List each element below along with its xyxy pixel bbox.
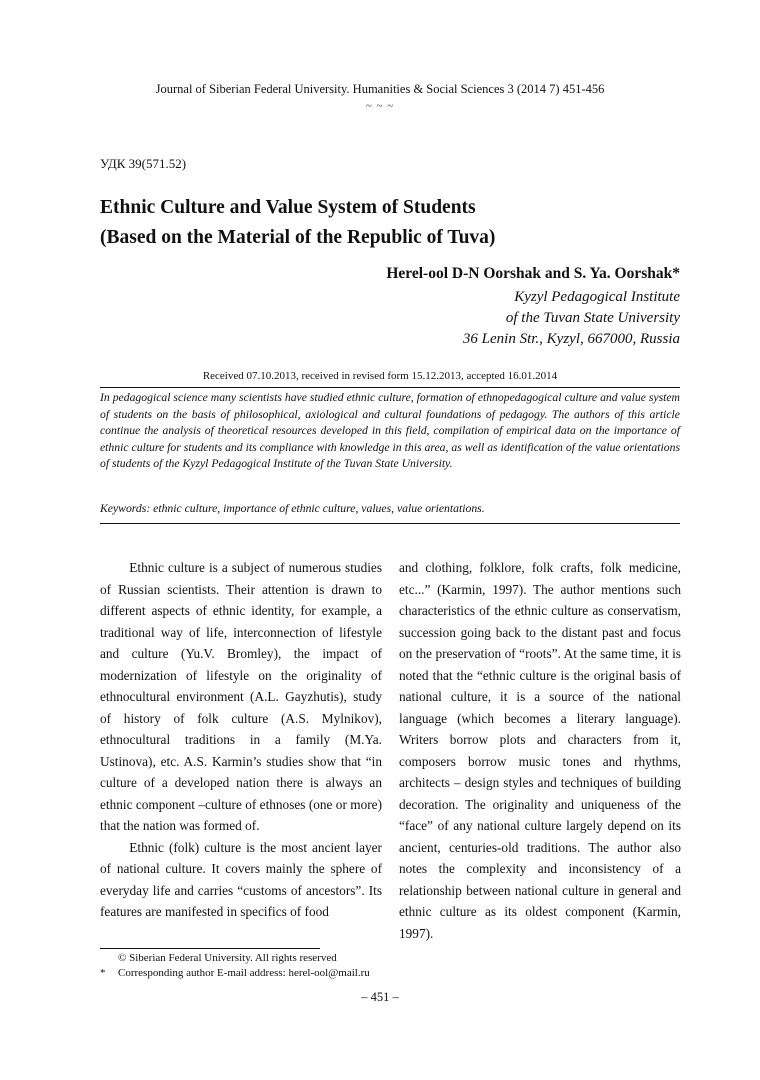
affiliation-line-1: Kyzyl Pedagogical Institute xyxy=(514,289,680,305)
asterisk-mark: * xyxy=(100,967,106,979)
footnote-rule xyxy=(100,948,320,949)
journal-header: Journal of Siberian Federal University. Humanities & Social Sciences 3 (2014 7) 451-456 xyxy=(155,82,605,96)
footnote-corresponding xyxy=(100,967,370,979)
title-line-2: (Based on the Material of the Republic of Tuva) xyxy=(100,227,496,248)
abstract-bottom-rule xyxy=(100,523,680,524)
affiliation-line-2: of the Tuvan State University xyxy=(505,310,680,326)
abstract: In pedagogical science many scientists have studied ethnic culture, formation of ethnopedagogical culture and value system of students on the basis of philosophical, axiological and cultural foundations of pedagogy. The authors of this article continue the analysis of theoretical resources developed in this field, compilation of empirical data on the importance of ethnic culture for students and its compliance with knowledge in this area, as well as identification of the value orientations of students of the Kyzyl Pedagogical Institute of the Tuvan State University. xyxy=(100,391,680,470)
body-column-right xyxy=(399,557,681,944)
header-separator: ~ ~ ~ xyxy=(365,100,395,112)
footnote-copyright xyxy=(100,952,337,964)
title-line-1: Ethnic Culture and Value System of Students xyxy=(100,197,476,218)
page-number: – 451 – xyxy=(361,990,399,1004)
body-column-left xyxy=(100,557,382,923)
authors: Herel-ool D-N Oorshak and S. Ya. Oorshak* xyxy=(386,265,680,282)
paragraph: Ethnic (folk) culture is the most ancient layer of national culture. It covers mainly the sphere of everyday life and carries “customs of ancestors”. Its features are manifested in specifics of food xyxy=(100,839,382,919)
copyright-text: © Siberian Federal University. All rights reserved xyxy=(118,952,337,964)
abstract-top-rule xyxy=(100,387,680,388)
paragraph: Ethnic culture is a subject of numerous studies of Russian scientists. Their attention is drawn to different aspects of ethnic identity, for example, a traditional way of life, interconnection of lifestyle and culture (Yu.V. Bromley), the impact of modernization of lifestyle on the originality of ethnocultural environment (A.L. Gayzhutis), study of history of folk culture (A.S. Mylnikov), ethnocultural traditions in a family (M.Ya. Ustinova), etc. A.S. Karmin’s studies show that “in culture of a developed nation there is always an ethnic component –culture of ethnoses (one or more) that the nation was formed of. xyxy=(100,560,382,833)
udk-code: УДК 39(571.52) xyxy=(100,156,187,171)
affiliation xyxy=(463,287,680,350)
article-title xyxy=(100,193,680,253)
received-dates: Received 07.10.2013, received in revised form 15.12.2013, accepted 16.01.2014 xyxy=(202,370,558,382)
paragraph: and clothing, folklore, folk crafts, folk medicine, etc...” (Karmin, 1997). The author mentions such characteristics of the ethnic culture as conservatism, succession going back to the distant past and focus on the preservation of “roots”. At the same time, it is noted that the “ethnic culture is the original basis of national culture, it is a source of the national language (which becomes a literary language). Writers borrow plots and characters from it, composers borrow music tones and rhythms, architects – design styles and techniques of building decoration. The originality and uniqueness of the “face” of any national culture largely depend on its ancient, centuries-old traditions. The author also notes the complexity and inconsistency of a relationship between national culture in general and ethnic culture as its oldest component (Karmin, 1997). xyxy=(399,560,681,941)
affiliation-line-3: 36 Lenin Str., Kyzyl, 667000, Russia xyxy=(462,331,680,347)
keywords: Keywords: ethnic culture, importance of ethnic culture, values, value orientations. xyxy=(100,502,485,515)
corresponding-text: Corresponding author E-mail address: herel-ool@mail.ru xyxy=(118,967,370,979)
